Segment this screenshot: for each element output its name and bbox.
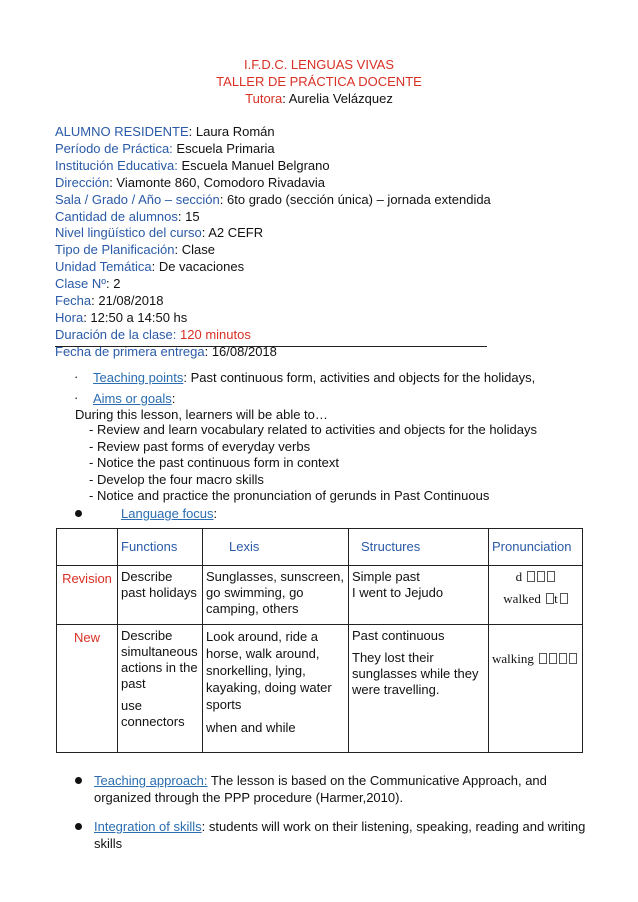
info-grade: Sala / Grado / Año – sección: 6to grado (sección única) – jornada extendida xyxy=(55,191,491,207)
row-label-new: New xyxy=(57,625,118,753)
info-unit: Unidad Temática: De vacaciones xyxy=(55,259,245,275)
missing-glyph-icon xyxy=(549,653,557,664)
missing-glyph-icon xyxy=(539,653,547,664)
teaching-points: Teaching points: Past continuous form, activities and objects for the holidays, xyxy=(93,370,536,385)
bullet-small-icon: · xyxy=(74,369,79,384)
missing-glyph-icon xyxy=(560,593,568,604)
column-header-lexis: Lexis xyxy=(203,529,349,566)
missing-glyph-icon xyxy=(559,653,567,664)
table-cell: walking xyxy=(489,625,583,753)
teaching-approach: Teaching approach: The lesson is based on the Communicative Approach, and organized through the PPP procedure (Harmer,2010). xyxy=(94,773,547,805)
tutor-value: : Aurelia Velázquez xyxy=(282,91,393,106)
tutor-line xyxy=(0,90,638,107)
aims-intro: During this lesson, learners will be able to… xyxy=(75,407,328,422)
table-cell: Sunglasses, sunscreen, go swimming, go camping, others xyxy=(203,566,349,625)
list-item: - Review and learn vocabulary related to activities and objects for the holidays xyxy=(89,422,538,437)
row-label-revision: Revision xyxy=(57,566,118,625)
info-institution: Institución Educativa: Escuela Manuel Belgrano xyxy=(55,157,330,173)
list-item: - Notice the past continuous form in context xyxy=(89,455,340,471)
table-cell: Look around, ride a horse, walk around, snorkelling, lying, kayaking, doing water sports when and while xyxy=(203,625,349,753)
column-header-functions: Functions xyxy=(118,529,203,566)
teaching-points-link[interactable]: Teaching points xyxy=(93,370,184,385)
institute-name: I.F.D.C. LENGUAS VIVAS xyxy=(243,57,395,72)
document-header xyxy=(0,56,638,107)
missing-glyph-icon xyxy=(569,653,577,664)
info-time: Hora: 12:50 a 14:50 hs xyxy=(55,309,188,325)
list-item: - Develop the four macro skills xyxy=(89,471,264,487)
column-header-structures: Structures xyxy=(349,529,489,566)
table-cell xyxy=(57,529,118,566)
teaching-approach-link[interactable]: Teaching approach: xyxy=(94,773,208,788)
table-cell: Past continuous They lost their sunglasses while they were travelling. xyxy=(349,625,489,753)
language-focus-table xyxy=(56,528,583,753)
integration-of-skills: Integration of skills: students will work on their listening, speaking, reading and writing skills xyxy=(94,819,586,851)
info-planning: Tipo de Planificación: Clase xyxy=(55,242,215,258)
info-address: Dirección: Viamonte 860, Comodoro Rivadavia xyxy=(55,174,326,190)
integration-of-skills-link[interactable]: Integration of skills xyxy=(94,819,202,834)
missing-glyph-icon xyxy=(547,571,555,582)
aims-link[interactable]: Aims or goals xyxy=(93,391,172,406)
language-focus-link[interactable]: Language focus xyxy=(121,506,214,521)
info-date: Fecha: 21/08/2018 xyxy=(55,293,164,309)
bullet-small-icon: · xyxy=(74,390,79,405)
workshop-name: TALLER DE PRÁCTICA DOCENTE xyxy=(216,74,422,89)
language-focus-heading: Language focus: xyxy=(121,506,218,521)
bullet-icon xyxy=(75,777,82,784)
table-cell: Simple past I went to Jejudo xyxy=(349,566,489,625)
aims-list xyxy=(89,422,537,505)
table-cell: Describe simultaneous actions in the past use connectors xyxy=(118,625,203,753)
column-header-pronunciation: Pronunciation xyxy=(489,529,583,566)
table-row xyxy=(57,566,583,625)
info-class-number: Clase Nº: 2 xyxy=(55,276,121,292)
aims-heading: Aims or goals: xyxy=(93,391,176,406)
lesson-info xyxy=(55,124,491,361)
info-period: Período de Práctica: Escuela Primaria xyxy=(55,140,275,156)
bullet-icon xyxy=(75,510,82,517)
tutor-label: Tutora xyxy=(245,91,283,106)
list-item: - Review past forms of everyday verbs xyxy=(89,438,311,454)
info-level: Nivel lingüístico del curso: A2 CEFR xyxy=(55,225,264,241)
horizontal-rule xyxy=(55,346,487,347)
table-header-row xyxy=(57,529,583,566)
info-first-delivery: Fecha de primera entrega: 16/08/2018 xyxy=(55,343,277,359)
table-cell: d walked t xyxy=(489,566,583,625)
table-row xyxy=(57,625,583,753)
bullet-icon xyxy=(75,823,82,830)
info-duration: Duración de la clase: 120 minutos xyxy=(55,326,251,342)
missing-glyph-icon xyxy=(527,571,535,582)
table-cell: Describe past holidays xyxy=(118,566,203,625)
missing-glyph-icon xyxy=(546,593,554,604)
info-students: Cantidad de alumnos: 15 xyxy=(55,208,200,224)
missing-glyph-icon xyxy=(537,571,545,582)
info-resident: ALUMNO RESIDENTE: Laura Román xyxy=(55,124,275,139)
list-item: - Notice and practice the pronunciation of gerunds in Past Continuous xyxy=(89,488,490,504)
